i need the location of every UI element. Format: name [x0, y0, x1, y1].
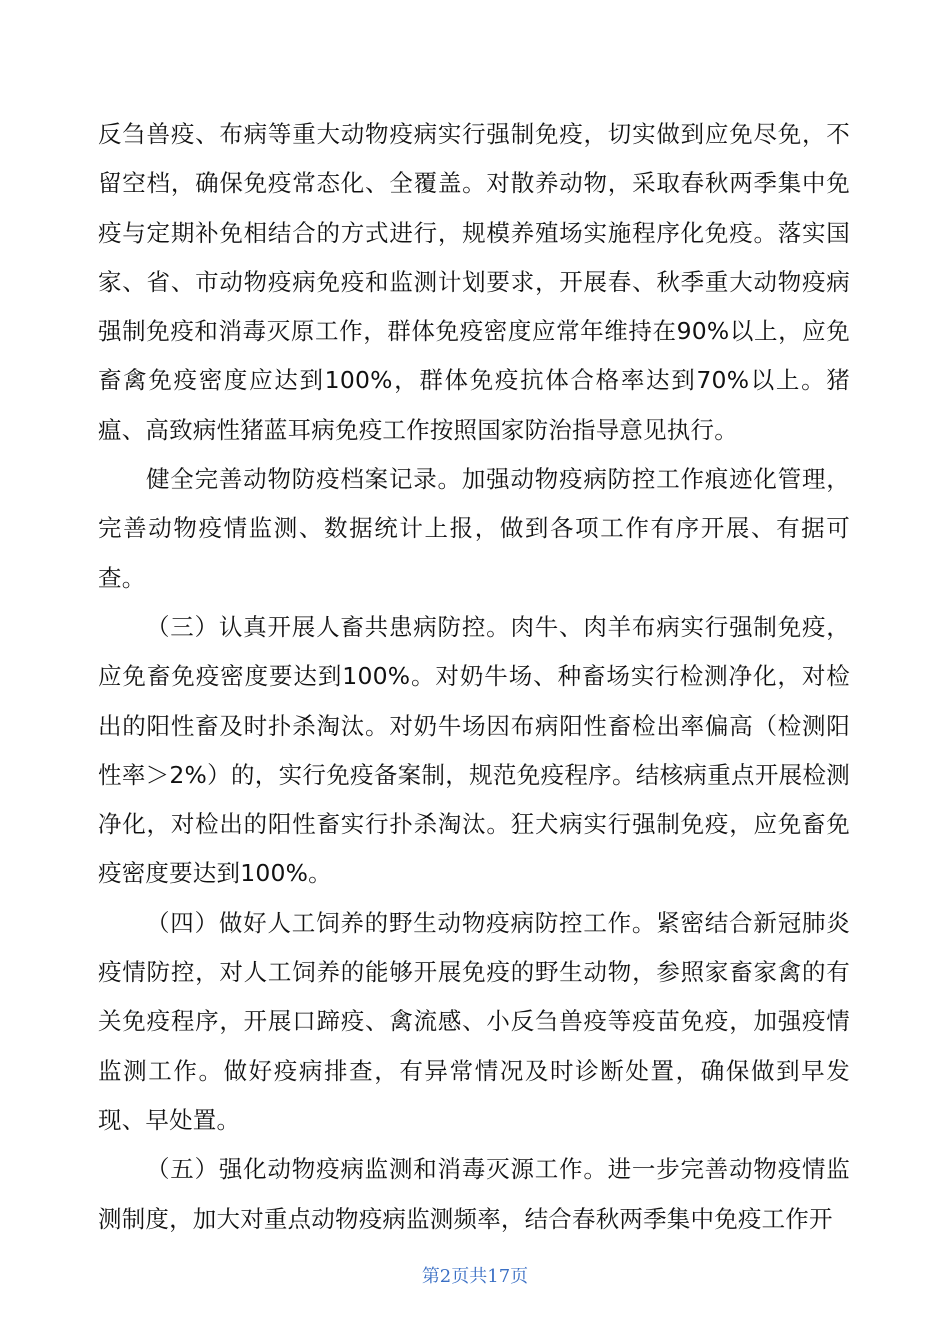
paragraph-4: （四）做好人工饲养的野生动物疫病防控工作。紧密结合新冠肺炎疫情防控，对人工饲养的能够开展免疫的野生动物，参照家畜家禽的有关免疫程序，开展口蹄疫、禽流感、小反刍兽疫等疫苗免疫，加强疫情监测工作。做好疫病排查，有异常情况及时诊断处置，确保做到早发现、早处置。 — [98, 908, 850, 1134]
document-body — [98, 110, 850, 1244]
paragraph-1: 反刍兽疫、布病等重大动物疫病实行强制免疫，切实做到应免尽免，不留空档，确保免疫常态化、全覆盖。对散养动物，采取春秋两季集中免疫与定期补免相结合的方式进行，规模养殖场实施程序化免疫。落实国家、省、市动物疫病免疫和监测计划要求，开展春、秋季重大动物疫病强制免疫和消毒灭原工作，群体免疫密度应常年维持在90%以上，应免畜禽免疫密度应达到100%，群体免疫抗体合格率达到70%以上。猪瘟、高致病性猪蓝耳病免疫工作按照国家防治指导意见执行。 — [98, 120, 850, 444]
paragraph-3: （三）认真开展人畜共患病防控。肉牛、肉羊布病实行强制免疫，应免畜免疫密度要达到100%。对奶牛场、种畜场实行检测净化，对检出的阳性畜及时扑杀淘汰。对奶牛场因布病阳性畜检出率偏高（检测阳性率＞2%）的，实行免疫备案制，规范免疫程序。结核病重点开展检测净化，对检出的阳性畜实行扑杀淘汰。狂犬病实行强制免疫，应免畜免疫密度要达到100%。 — [98, 612, 850, 888]
page-number-footer: 第2页共17页 — [421, 1266, 529, 1287]
paragraph-5: （五）强化动物疫病监测和消毒灭源工作。进一步完善动物疫情监测制度，加大对重点动物疫病监测频率，结合春秋两季集中免疫工作开 — [98, 1155, 850, 1233]
paragraph-2: 健全完善动物防疫档案记录。加强动物疫病防控工作痕迹化管理，完善动物疫情监测、数据统计上报，做到各项工作有序开展、有据可查。 — [98, 465, 850, 592]
